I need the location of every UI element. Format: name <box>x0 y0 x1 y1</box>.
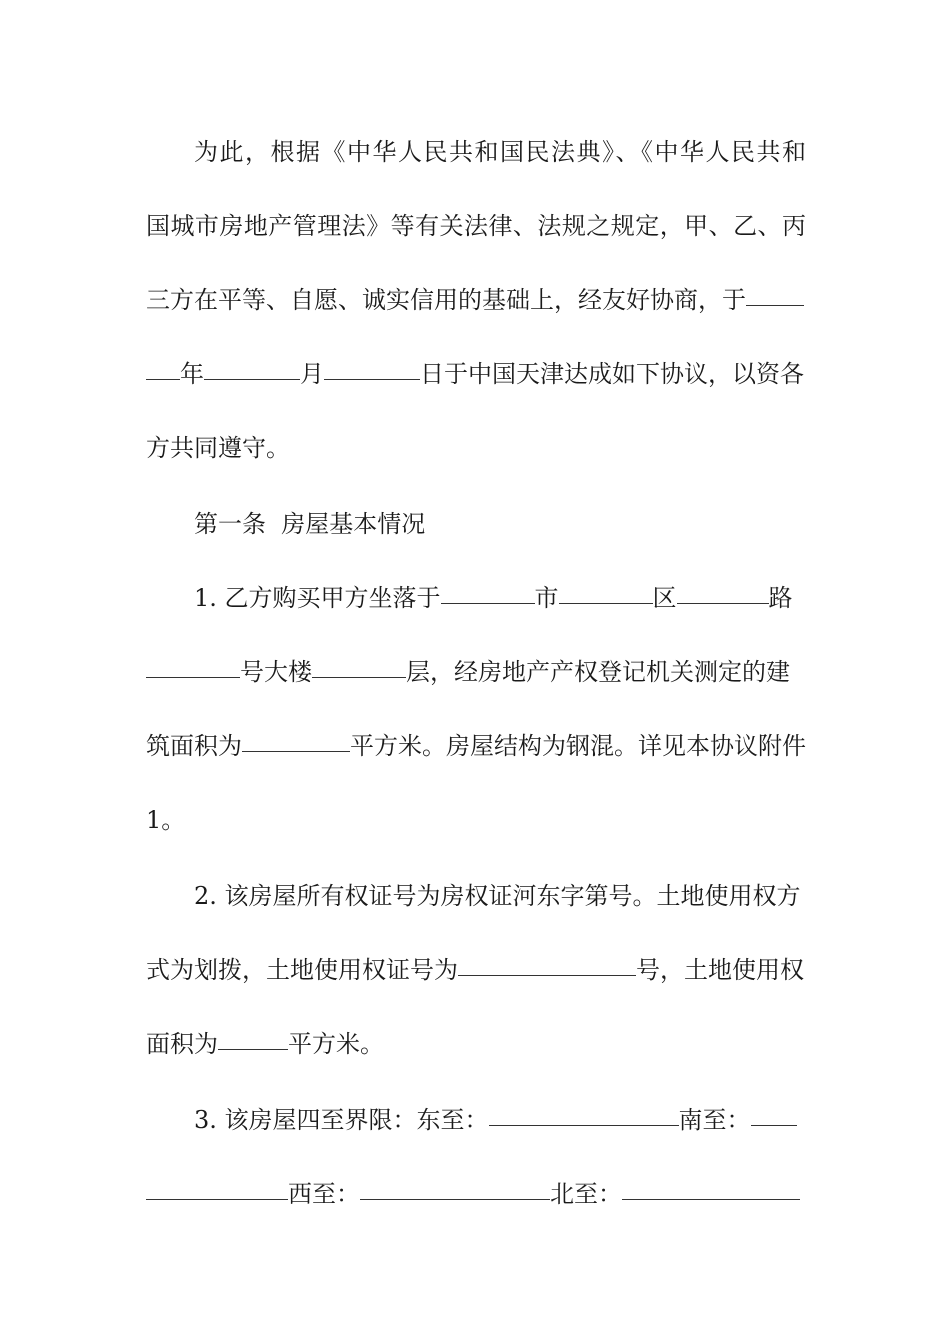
article-1-title <box>194 504 806 544</box>
land-area-blank[interactable] <box>218 1022 288 1050</box>
district-blank[interactable] <box>559 576 653 604</box>
east-boundary-blank[interactable] <box>489 1098 679 1126</box>
city-blank[interactable] <box>441 576 535 604</box>
item-3-line-2 <box>146 1174 806 1214</box>
month-label: 月 <box>300 360 324 388</box>
item-2-text-a: 2. 该房屋所有权证号为房权证河东字第号。土地使用权方 <box>194 882 801 910</box>
north-boundary-blank[interactable] <box>622 1172 800 1200</box>
east-boundary-label: 3. 该房屋四至界限：东至： <box>194 1106 489 1134</box>
road-label: 路 <box>768 584 793 612</box>
floor-blank[interactable] <box>312 650 406 678</box>
south-boundary-blank-end[interactable] <box>146 1172 288 1200</box>
road-blank[interactable] <box>677 576 769 604</box>
preamble-line-3 <box>146 280 806 320</box>
area-label: 筑面积为 <box>146 732 242 760</box>
city-label: 市 <box>534 584 559 612</box>
item-1-text-a: 1. 乙方购买甲方坐落于 <box>194 584 441 612</box>
item-2-line-3 <box>146 1024 806 1064</box>
west-boundary-blank[interactable] <box>360 1172 550 1200</box>
west-boundary-label: 西至： <box>288 1180 360 1208</box>
building-area-blank[interactable] <box>242 724 350 752</box>
article-1-title-text: 第一条 房屋基本情况 <box>194 510 426 538</box>
land-cert-label: 式为划拨，土地使用权证号为 <box>146 956 458 984</box>
signing-month-blank[interactable] <box>204 352 300 380</box>
item-1-line-3 <box>146 726 806 766</box>
preamble-line-5 <box>146 428 806 468</box>
preamble-text-3: 三方在平等、自愿、诚实信用的基础上，经友好协商，于 <box>146 286 746 314</box>
item-2-line-1 <box>194 876 806 916</box>
signing-year-blank-start[interactable] <box>746 278 804 306</box>
land-area-label: 面积为 <box>146 1030 218 1058</box>
item-1-text-floor: 层，经房地产产权登记机关测定的建 <box>406 658 790 686</box>
signing-day-blank[interactable] <box>324 352 420 380</box>
item-1-text-end: 1。 <box>146 806 186 834</box>
preamble-text-2: 国城市房地产管理法》等有关法律、法规之规定，甲、乙、丙 <box>146 212 806 240</box>
preamble-text-5: 方共同遵守。 <box>146 434 290 462</box>
year-label: 年 <box>180 360 204 388</box>
building-number-label: 号大楼 <box>240 658 312 686</box>
item-1-line-4 <box>146 800 806 840</box>
preamble-text-1: 为此，根据《中华人民共和国民法典》、《中华人民共和 <box>194 138 806 166</box>
signing-year-blank-end[interactable] <box>146 352 180 380</box>
item-1-line-1 <box>194 578 806 618</box>
south-boundary-blank-start[interactable] <box>751 1098 797 1126</box>
land-cert-number-blank[interactable] <box>458 948 636 976</box>
item-1-line-2 <box>146 652 806 692</box>
preamble-line-1 <box>194 132 806 172</box>
item-2-text-b-post: 号，土地使用权 <box>636 956 804 984</box>
preamble-line-4 <box>146 354 806 394</box>
item-3-line-1 <box>194 1100 806 1140</box>
item-1-text-structure: 平方米。房屋结构为钢混。详见本协议附件 <box>350 732 806 760</box>
building-number-blank[interactable] <box>146 650 240 678</box>
north-boundary-label: 北至： <box>550 1180 622 1208</box>
south-boundary-label: 南至： <box>678 1106 751 1134</box>
item-2-text-c-post: 平方米。 <box>288 1030 384 1058</box>
preamble-text-4: 日于中国天津达成如下协议，以资各 <box>420 360 804 388</box>
district-label: 区 <box>652 584 677 612</box>
item-2-line-2 <box>146 950 806 990</box>
preamble-line-2 <box>146 206 806 246</box>
